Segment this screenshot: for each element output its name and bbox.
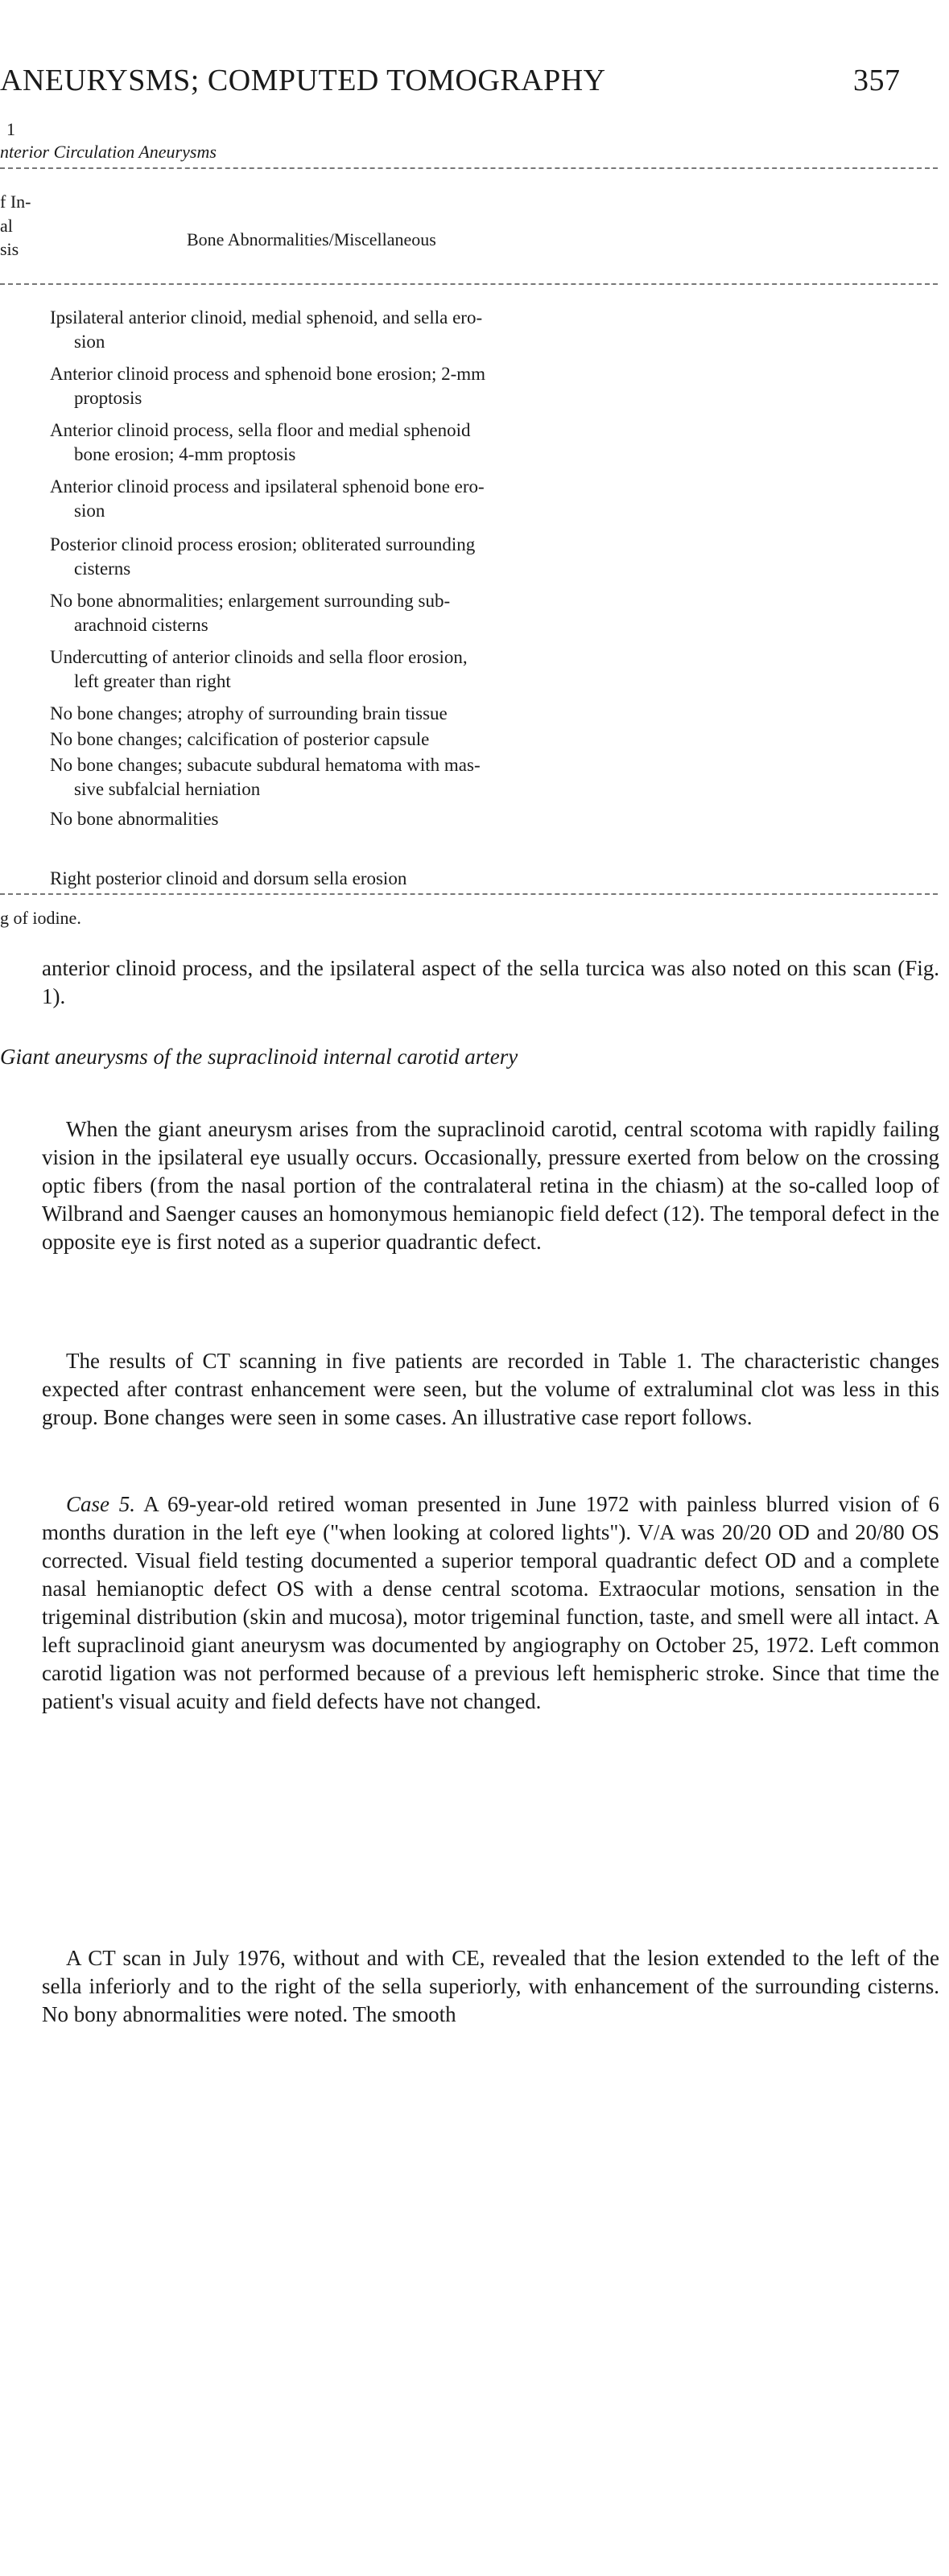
table-top-rule: [0, 167, 938, 169]
row-text-cont: sion: [74, 332, 105, 352]
section-heading: Giant aneurysms of the supraclinoid internal carotid artery: [0, 1045, 518, 1069]
table-row: [50, 753, 750, 802]
paragraph: The results of CT scanning in five patients are recorded in Table 1. The characteristic changes expected after contrast enhancement were seen, but the volume of extraluminal clot was less in this group. Bone changes were seen in some cases. An illustrative case report follows.: [42, 1349, 939, 1429]
table-row: [50, 589, 750, 637]
table-row: [50, 645, 750, 694]
paragraph: When the giant aneurysm arises from the supraclinoid carotid, central scotoma with rapidly failing vision in the ipsilateral eye usually occurs. Occasionally, pressure exerted from below on the crossing optic fibers (from the nasal portion of the contralateral retina in the chiasm) at the so-called loop of Wilbrand and Saenger causes an homonymous hemianopic field defect (12). The temporal defect in the opposite eye is first noted as a superior quadrantic defect.: [42, 1117, 939, 1254]
row-text-cont: proptosis: [74, 388, 142, 408]
table-row: [50, 362, 750, 410]
case-label: Case 5.: [66, 1492, 135, 1516]
row-text: No bone changes; calcification of posterior capsule: [50, 729, 430, 749]
case-text: A 69-year-old retired woman presented in June 1972 with painless blurred vision of 6 months duration in the left eye ("when looking at colored lights"). V/A was 20/20 OD and 20/80 OS corrected. Visual field testing documented a superior temporal quadrantic defect OD and a complete nasal hemianoptic defect OS with a dense central scotoma. Extraocular motions, sensation in the trigeminal distribution (skin and mucosa), motor trigeminal function, taste, and smell were all intact. A left supraclinoid giant aneurysm was documented by angiography on October 25, 1972. Left common carotid ligation was not performed because of a previous left hemispheric stroke. Since that time the patient's visual acuity and field defects have not changed.: [42, 1492, 939, 1713]
row-text-cont: bone erosion; 4-mm proptosis: [74, 444, 296, 464]
table-bottom-rule: [0, 893, 938, 895]
table-footnote: g of iodine.: [0, 908, 81, 928]
row-text: Anterior clinoid process and ipsilateral sphenoid bone ero-: [50, 476, 485, 497]
row-text-cont: cisterns: [74, 558, 131, 579]
row-text: No bone abnormalities: [50, 809, 219, 829]
row-text-cont: sive subfalcial herniation: [74, 779, 261, 799]
row-text: No bone changes; subacute subdural hematoma with mas-: [50, 755, 481, 775]
row-text: No bone changes; atrophy of surrounding brain tissue: [50, 703, 448, 723]
row-text-cont: sion: [74, 501, 105, 521]
case-paragraph: [42, 1490, 939, 1716]
running-title: ANEURYSMS; COMPUTED TOMOGRAPHY: [0, 64, 606, 97]
table-row: [50, 867, 750, 891]
table-row: [50, 727, 750, 752]
row-text: Anterior clinoid process and sphenoid bone erosion; 2-mm: [50, 364, 486, 384]
col-left-line-1: f In-: [0, 192, 31, 212]
table-row: [50, 807, 750, 831]
row-text-cont: arachnoid cisterns: [74, 615, 208, 635]
row-text: Posterior clinoid process erosion; obliterated surrounding: [50, 534, 476, 554]
row-text: Right posterior clinoid and dorsum sella erosion: [50, 868, 407, 888]
paragraph: A CT scan in July 1976, without and with CE, revealed that the lesion extended to the left of the sella inferiorly and to the right of the sella superiorly, with enhancement of the surrounding cisterns. No bony abnormalities were noted. The smooth: [42, 1946, 939, 2026]
row-text: No bone abnormalities; enlargement surrounding sub-: [50, 591, 451, 611]
table-row: [50, 533, 750, 581]
paragraph-continued: anterior clinoid process, and the ipsilateral aspect of the sella turcica was also noted on this scan (Fig. 1).: [42, 956, 939, 1008]
row-text-cont: left greater than right: [74, 671, 231, 691]
table-row: [50, 418, 750, 467]
page-number: 357: [853, 64, 901, 97]
row-text: Ipsilateral anterior clinoid, medial sphenoid, and sella ero-: [50, 307, 483, 328]
table-caption: nterior Circulation Aneurysms: [0, 142, 217, 162]
table-row: [50, 306, 750, 354]
table-number: 1: [6, 119, 15, 139]
col-header-bone: Bone Abnormalities/Miscellaneous: [187, 229, 436, 249]
row-text: Anterior clinoid process, sella floor and medial sphenoid: [50, 420, 471, 440]
table-row: [50, 702, 750, 726]
table-header-rule: [0, 283, 938, 285]
table-row: [50, 475, 750, 523]
row-text: Undercutting of anterior clinoids and sella floor erosion,: [50, 647, 468, 667]
col-left-line-2: al: [0, 216, 13, 236]
col-left-line-3: sis: [0, 239, 19, 259]
